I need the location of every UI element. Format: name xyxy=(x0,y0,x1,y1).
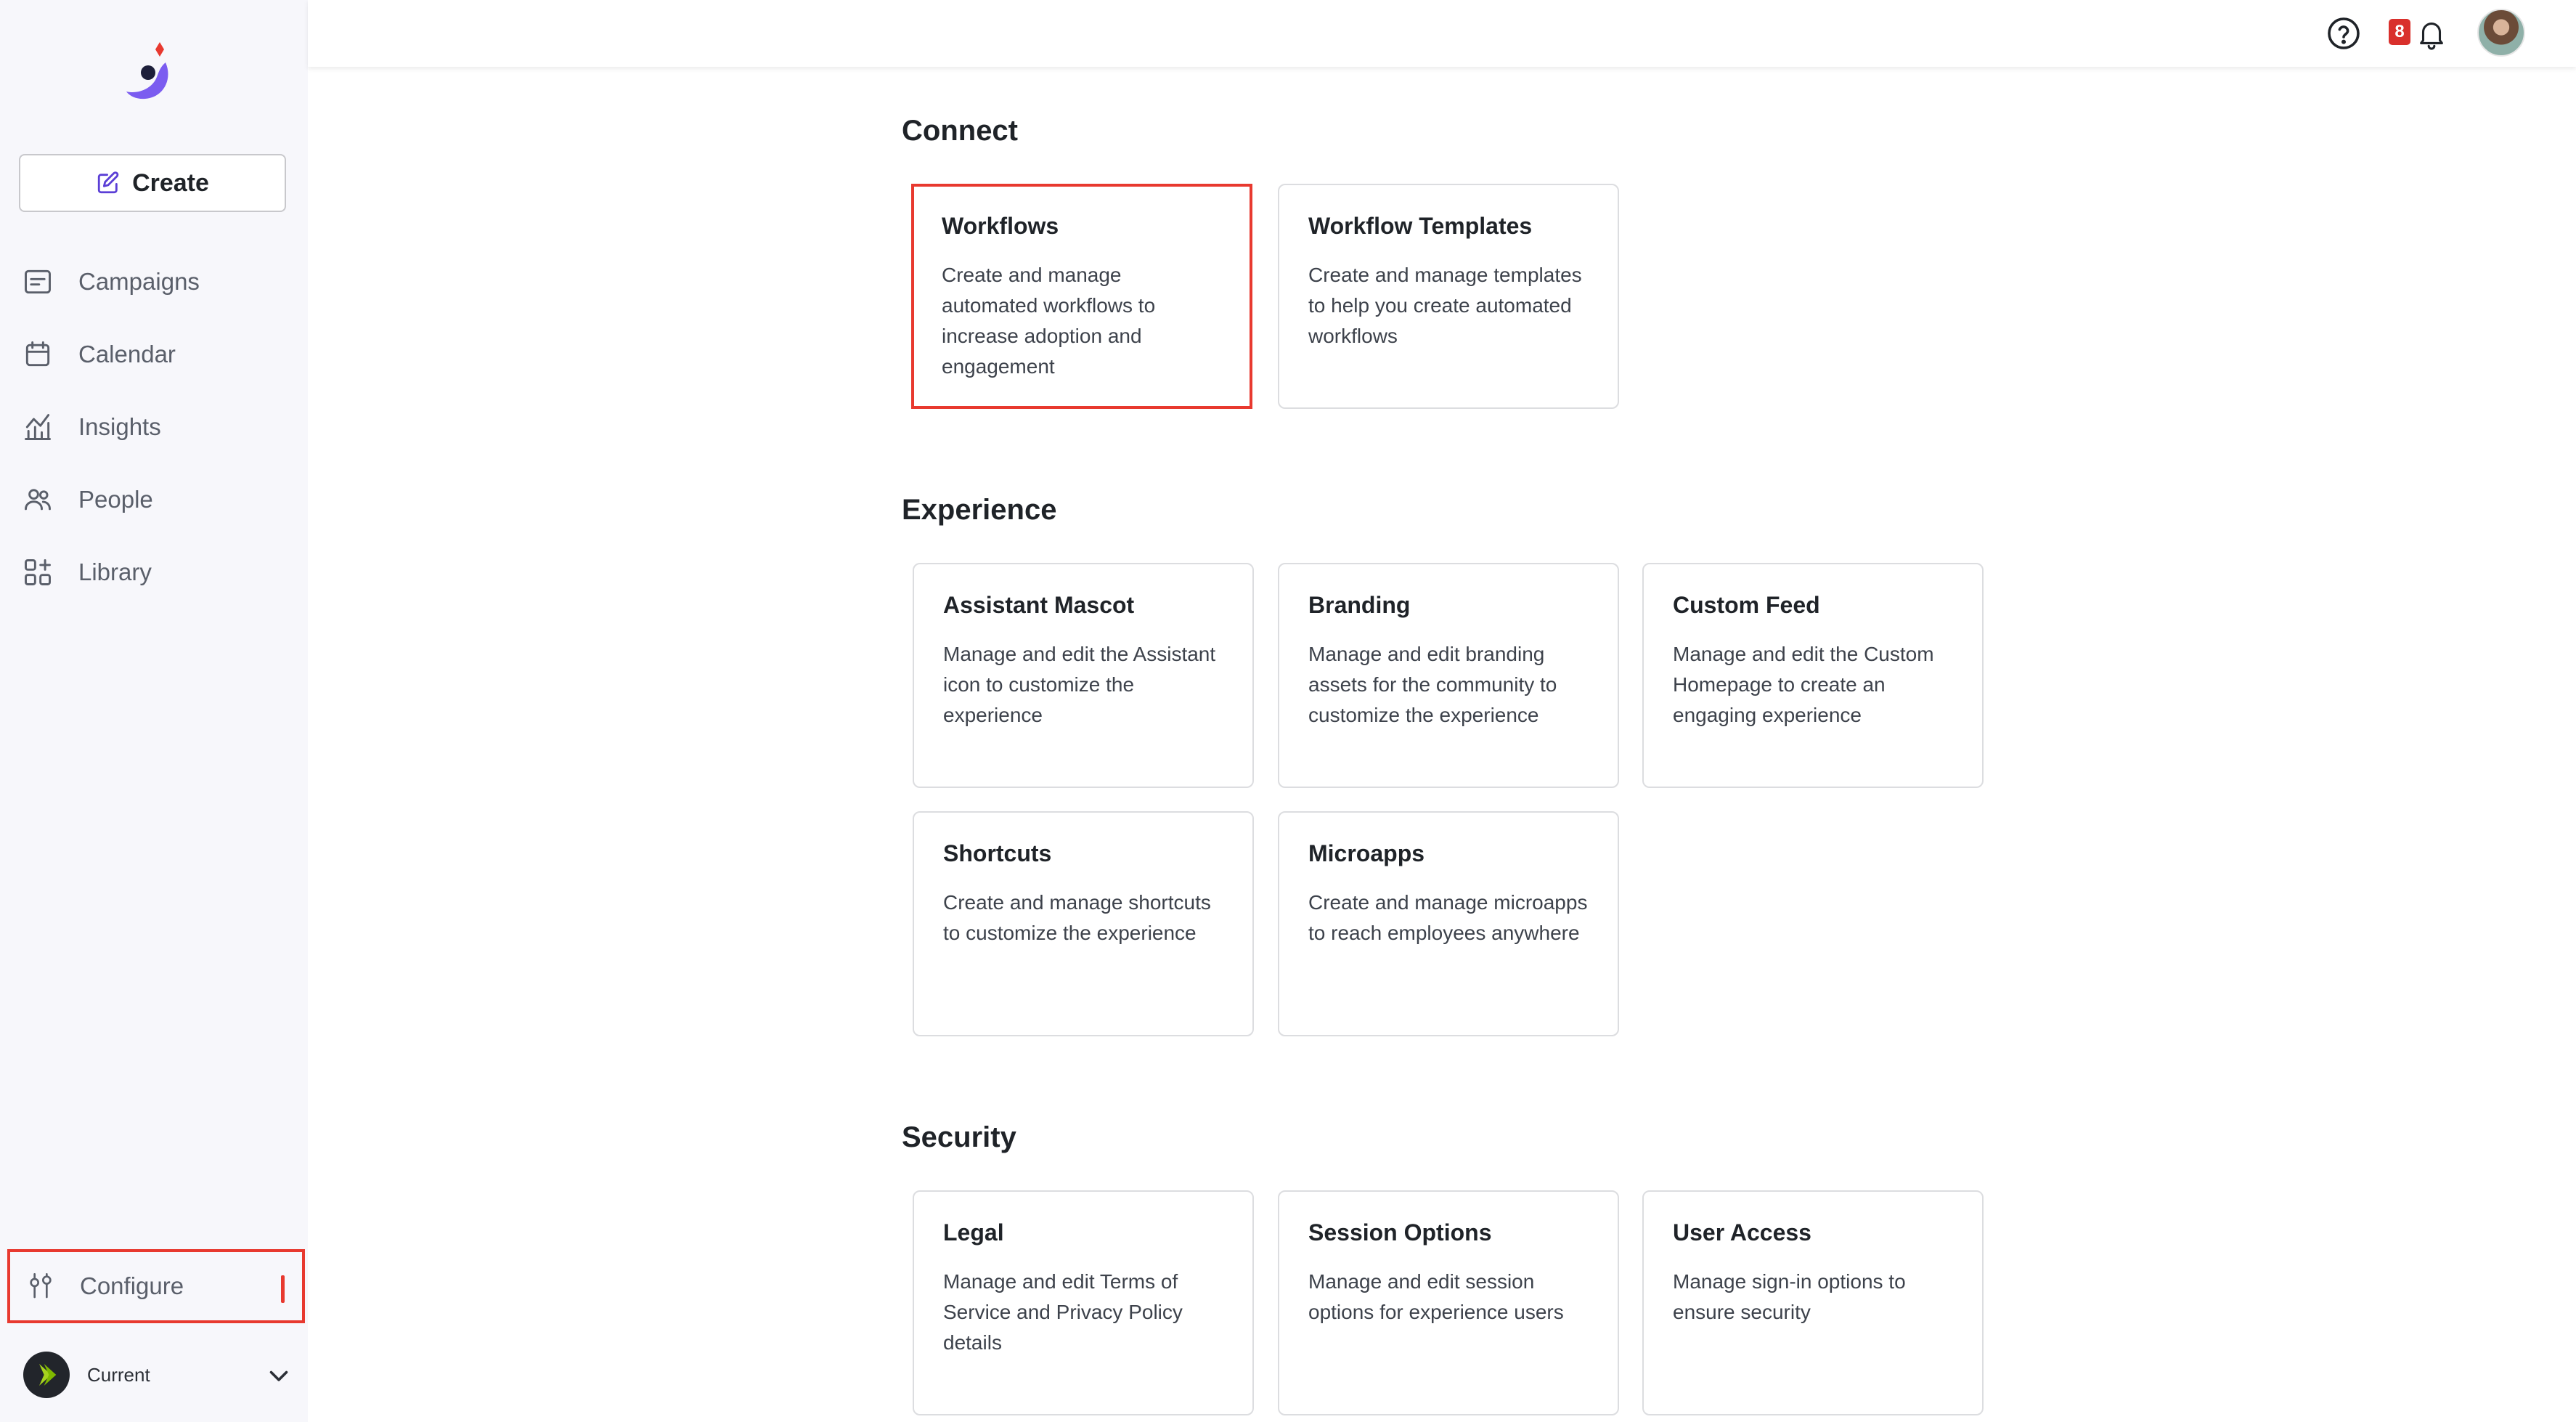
card-branding[interactable] xyxy=(1278,563,1619,788)
card-title: Workflows xyxy=(942,213,1059,239)
user-avatar[interactable] xyxy=(2477,9,2525,57)
card-session-options[interactable] xyxy=(1278,1190,1619,1415)
help-icon[interactable] xyxy=(2326,16,2361,51)
sidebar-item-library[interactable] xyxy=(22,550,152,594)
card-legal[interactable] xyxy=(913,1190,1254,1415)
notification-count-badge: 8 xyxy=(2389,19,2410,45)
card-description: Create and manage microapps to reach employees anywhere xyxy=(1308,891,1588,944)
people-icon xyxy=(22,484,54,516)
insights-icon xyxy=(22,411,54,443)
card-description: Create and manage templates to help you create automated workflows xyxy=(1308,264,1582,347)
top-bar xyxy=(308,0,2576,67)
card-title: Assistant Mascot xyxy=(943,592,1135,618)
card-title: User Access xyxy=(1673,1219,1811,1246)
card-description: Manage and edit the Assistant icon to customize the experience xyxy=(943,643,1216,726)
sidebar-item-people[interactable] xyxy=(22,478,153,521)
create-button[interactable] xyxy=(19,154,286,212)
org-logo xyxy=(23,1352,70,1398)
card-description: Create and manage shortcuts to customize the experience xyxy=(943,891,1211,944)
card-workflows[interactable] xyxy=(911,184,1252,409)
card-description: Manage and edit session options for experience users xyxy=(1308,1270,1564,1323)
sidebar-item-label: Campaigns xyxy=(78,268,200,295)
workspace-switcher[interactable] xyxy=(23,1351,292,1399)
card-description: Manage sign-in options to ensure security xyxy=(1673,1270,1906,1323)
card-title: Custom Feed xyxy=(1673,592,1820,618)
sidebar-item-calendar[interactable] xyxy=(22,333,176,376)
calendar-icon xyxy=(22,338,54,370)
sliders-icon xyxy=(26,1272,55,1301)
card-shortcuts[interactable] xyxy=(913,811,1254,1036)
edit-icon xyxy=(96,171,121,195)
card-assistant-mascot[interactable] xyxy=(913,563,1254,788)
sidebar-item-label: Insights xyxy=(78,413,161,440)
section-title-experience: Experience xyxy=(902,494,1057,526)
sidebar-item-insights[interactable] xyxy=(22,405,161,449)
section-title-connect: Connect xyxy=(902,115,1018,147)
card-user-access[interactable] xyxy=(1642,1190,1984,1415)
app-logo[interactable] xyxy=(122,41,183,106)
sidebar-item-configure[interactable] xyxy=(7,1249,305,1323)
sidebar-item-label: Library xyxy=(78,558,152,585)
card-title: Session Options xyxy=(1308,1219,1492,1246)
card-custom-feed[interactable] xyxy=(1642,563,1984,788)
sidebar-item-label: Configure xyxy=(80,1272,184,1299)
chevron-down-icon xyxy=(266,1362,292,1389)
card-title: Branding xyxy=(1308,592,1411,618)
card-microapps[interactable] xyxy=(1278,811,1619,1036)
card-workflow-templates[interactable] xyxy=(1278,184,1619,409)
active-indicator xyxy=(281,1275,285,1303)
card-title: Shortcuts xyxy=(943,840,1052,866)
campaigns-icon xyxy=(22,266,54,298)
card-title: Microapps xyxy=(1308,840,1425,866)
card-title: Workflow Templates xyxy=(1308,213,1533,239)
card-description: Manage and edit the Custom Homepage to create an engaging experience xyxy=(1673,643,1934,726)
card-description: Manage and edit branding assets for the community to customize the experience xyxy=(1308,643,1557,726)
card-title: Legal xyxy=(943,1219,1004,1246)
card-description: Create and manage automated workflows to increase adoption and engagement xyxy=(942,264,1156,378)
create-button-label: Create xyxy=(132,168,209,197)
sidebar-item-label: Calendar xyxy=(78,341,176,367)
sidebar-item-label: People xyxy=(78,486,153,513)
bell-icon[interactable] xyxy=(2415,16,2448,51)
sidebar-item-campaigns[interactable] xyxy=(22,260,200,304)
workspace-label: Current xyxy=(87,1363,150,1386)
section-title-security: Security xyxy=(902,1121,1016,1153)
sidebar xyxy=(0,0,308,1422)
library-icon xyxy=(22,556,54,588)
card-description: Manage and edit Terms of Service and Privacy Policy details xyxy=(943,1270,1183,1354)
